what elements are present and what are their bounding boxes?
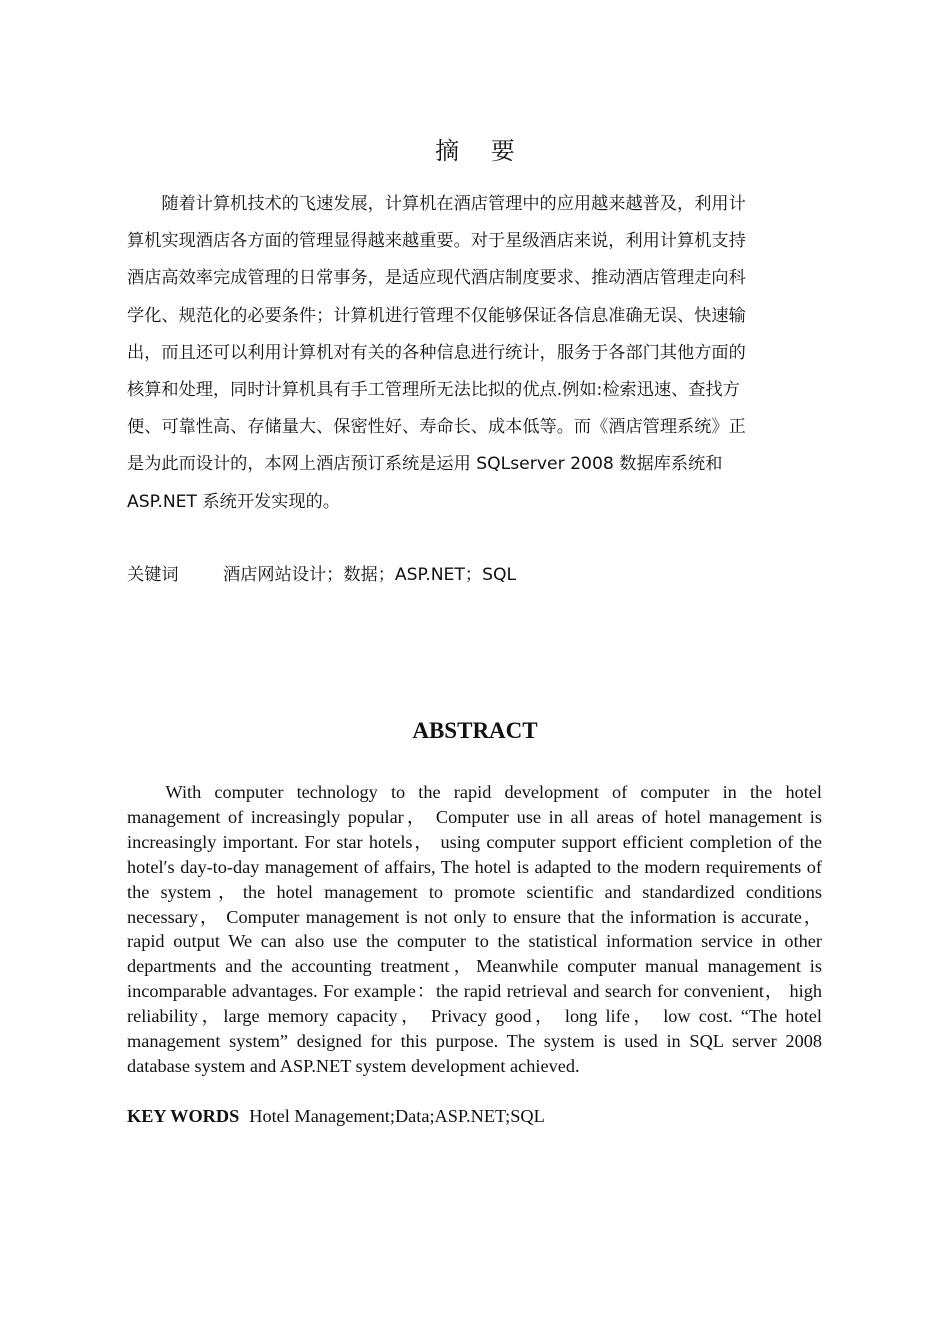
english-abstract-title: ABSTRACT (412, 718, 538, 743)
chinese-keywords (127, 558, 820, 592)
chinese-abstract-line: 学化、规范化的必要条件；计算机进行管理不仅能够保证各信息准确无误、快速输 (127, 305, 746, 326)
chinese-keywords-text: 酒店网站设计；数据；ASP.NET；SQL (223, 565, 517, 585)
chinese-abstract-line: 核算和处理，同时计算机具有手工管理所无法比拟的优点.例如:检索迅速、查找方 (127, 380, 740, 401)
chinese-abstract-line: 随着计算机技术的飞速发展，计算机在酒店管理中的应用越来越普及，利用计 (161, 194, 746, 214)
english-keywords-label: KEY WORDS (127, 1106, 240, 1126)
chinese-abstract-line: 算机实现酒店各方面的管理显得越来越重要。对于星级酒店来说，利用计算机支持 (127, 231, 746, 252)
chinese-abstract-line: 是为此而设计的，本网上酒店预订系统是运用 SQLserver 2008 数据库系统和 (127, 454, 723, 475)
chinese-abstract-line: 便、可靠性高、存储量大、保密性好、寿命长、成本低等。而《酒店管理系统》正 (127, 417, 746, 438)
chinese-keywords-label: 关键词 (127, 565, 179, 585)
chinese-abstract-title: 摘 要 (435, 137, 527, 165)
chinese-abstract-line: 出，而且还可以利用计算机对有关的各种信息进行统计，服务于各部门其他方面的 (127, 342, 746, 363)
chinese-abstract-line: 酒店高效率完成管理的日常事务，是适应现代酒店制度要求、推动酒店管理走向科 (127, 268, 746, 289)
chinese-abstract-line: ASP.NET 系统开发实现的。 (127, 491, 340, 512)
english-abstract-body: With computer technology to the rapid development of computer in the hotel management of increasingly popular， Computer use in all areas of hotel management is increasingly important. For star hotels， using computer support efficient completion of the hotel′s day-to-day management of affairs, The hotel is adapted to the modern requirements of the system，the hotel management to promote scientific and standardized conditions necessary， Computer management is not only to ensure that the information is accurate， rapid output We can also use the computer to the statistical information service in other departments and the accounting treatment，Meanwhile computer manual management is incomparable advantages. For example：the rapid retrieval and search for convenient， high reliability，large memory capacity， Privacy good， long life， low cost. “The hotel management system” designed for this purpose. The system is used in SQL server 2008 database system and ASP.NET system development achieved. (127, 782, 822, 1076)
chinese-abstract-body (127, 186, 820, 521)
english-keywords-text: Hotel Management;Data;ASP.NET;SQL (249, 1106, 545, 1126)
english-keywords (127, 1103, 822, 1129)
